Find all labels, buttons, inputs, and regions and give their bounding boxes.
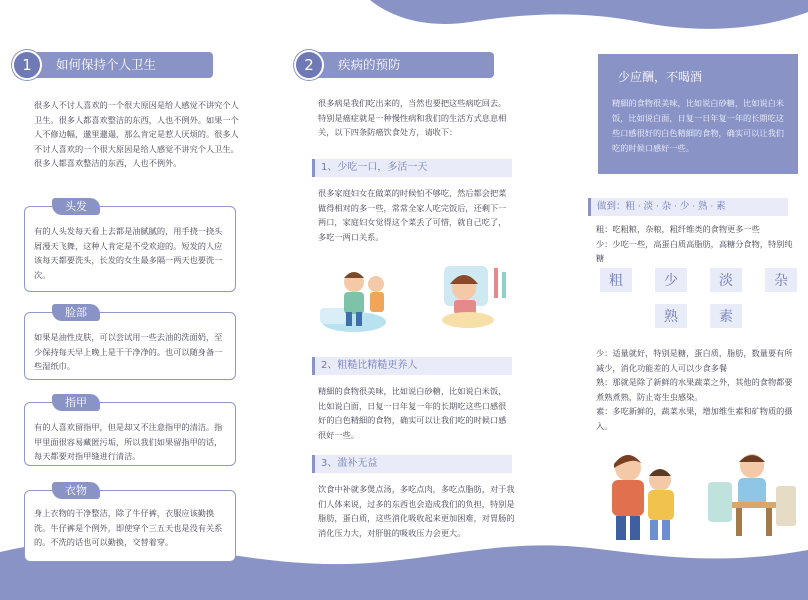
item-3-heading: 3、滥补无益: [312, 455, 512, 473]
illustration-girl-brushing: [434, 258, 518, 334]
callout-title: 少应酬，不喝酒: [618, 70, 703, 84]
tile-light: 淡: [710, 268, 742, 292]
principle-word-2: 淡: [643, 201, 654, 212]
tile-coarse: 粗: [600, 268, 632, 292]
card-nails-tab: 指甲: [52, 394, 100, 411]
coarse-text: 粗：吃粗粮，杂粮，粗纤维类的食物更多一些 少：少吃一些，高蛋白质高脂肪，高糖分食物，特别纯糖: [596, 224, 793, 264]
tile-less: 少: [655, 268, 687, 292]
callout-text: 精細的食物很美味，比如说白砂糖，比如说白米饭，比如说白面，日复一日年复一年的长期吃这些口感很好的白色精細的食物，确实可以让我们吃的时候口感好一些。: [612, 98, 784, 153]
section-1-title: 如何保持个人卫生: [56, 57, 157, 72]
item-1-text: 很多家庭妇女在做菜的时候怕不够吃，然后都会把菜做得相对的多一些，常常全家人吃完饭后，还剩下一两口，家庭妇女觉得这个菜丢了可惜，就自己吃了，多吃一两口关系。: [318, 188, 507, 242]
principle-word-3: 杂: [661, 201, 672, 212]
top-wave-decoration: [0, 0, 808, 40]
item-2-heading: 2、粗糙比精糙更养人: [312, 357, 512, 375]
card-clothes-text: 身上衣物的干净整洁，除了牛仔裤，衣服应该勤换洗。牛仔裤是个例外，即使穿个三五天也是没有关系的。不洗的话也可以勤换，交替着穿。: [34, 508, 223, 548]
illustration-boy-reading: [702, 446, 802, 542]
card-clothes-tab: 衣物: [52, 482, 100, 499]
principle-heading: 做到：粗 ‧ 淡 ‧ 杂 ‧ 少 ‧ 熟 ‧ 素: [588, 198, 788, 216]
card-hair-tab: 头发: [52, 198, 100, 215]
illustration-family-care: [594, 446, 688, 546]
panel1-intro: 很多人不讨人喜欢的一个很大原因是给人感觉不讲究个人卫生。很多人都喜欢整洁的东西，人也不例外。如果一个人不修边幅，邋里邋遢，那么肯定是惹人厌烦的。很多人不讨人喜欢的一个很大原因是给人感觉不讲究个人卫生。很多人都喜欢整洁的东西，人也不例外。: [34, 100, 239, 169]
principle-word-1: 粗: [625, 201, 636, 212]
item-2-text: 精細的食物很美味，比如说白砂糖，比如说白米饭，比如说白面，日复一日年复一年的长期吃这些口感很好的白色精細的食物，确实可以让我们吃的时候口感很好一些。: [318, 386, 507, 440]
principle-label: 做到：: [597, 201, 626, 212]
section-2-title: 疾病的预防: [338, 57, 401, 72]
card-hair-text: 有的人头发每天看上去都是油腻腻的，用手挠一挠头屑漫天飞舞，这种人肯定是不受欢迎的。短发的人应该每天都要洗头，长发的女生最多隔一两天也要洗一次。: [34, 226, 223, 280]
section-2-number: 2: [294, 50, 324, 80]
principle-word-5: 熟: [697, 201, 708, 212]
item-3-text: 饮食中补就多煲点汤，多吃点肉，多吃点脂肪，对于我们人体来说，过多的东西也会造成我们的负担，特别是脂肪，蛋白质，这些消化吸收起来更加困难，对胃肠的消化压力大，对肝脏的吸收压力会更大。: [318, 484, 515, 538]
item-1-heading: 1、少吃一口，多活一天: [312, 159, 512, 177]
card-nails-text: 有的人喜欢留指甲，但是却又不注意指甲的清洁。指甲里面很容易藏匿污垢，所以我们如果留指甲的话，每天都要对指甲缝进行清洁。: [34, 422, 223, 462]
tile-mixed: 杂: [765, 268, 797, 292]
section-1-number: 1: [12, 50, 42, 80]
principle-details: 少：适量就好，特别是糖，蛋白质，脂肪，数量要有所减少，消化功能差的人可以少食多餐 熟：那就是除了新鲜的水果蔬菜之外，其他的食物都要煮熟煮熟，防止寄生虫感染。 素：多吃新鲜的，蔬菜水果，增加维生素和矿物质的摄入。: [596, 348, 793, 431]
card-face-text: 如果是油性皮肤，可以尝试用一些去油的洗面奶，至少保持每天早上晚上是干干净净的。也可以随身备一些湿纸巾。: [34, 332, 223, 372]
card-face-tab: 脸部: [52, 304, 100, 321]
panel2-intro: 很多病是我们吃出来的，当然也要把这些病吃回去。特别是癌症就是一种慢性病和我们的生活方式息息相关，以下四条防癌饮食处方，请收下：: [318, 98, 507, 138]
principle-word-6: 素: [716, 201, 726, 212]
tile-vegetarian: 素: [710, 304, 742, 328]
illustration-boy-washing: [314, 264, 394, 336]
tile-cooked: 熟: [655, 304, 687, 328]
principle-word-4: 少: [679, 201, 690, 212]
